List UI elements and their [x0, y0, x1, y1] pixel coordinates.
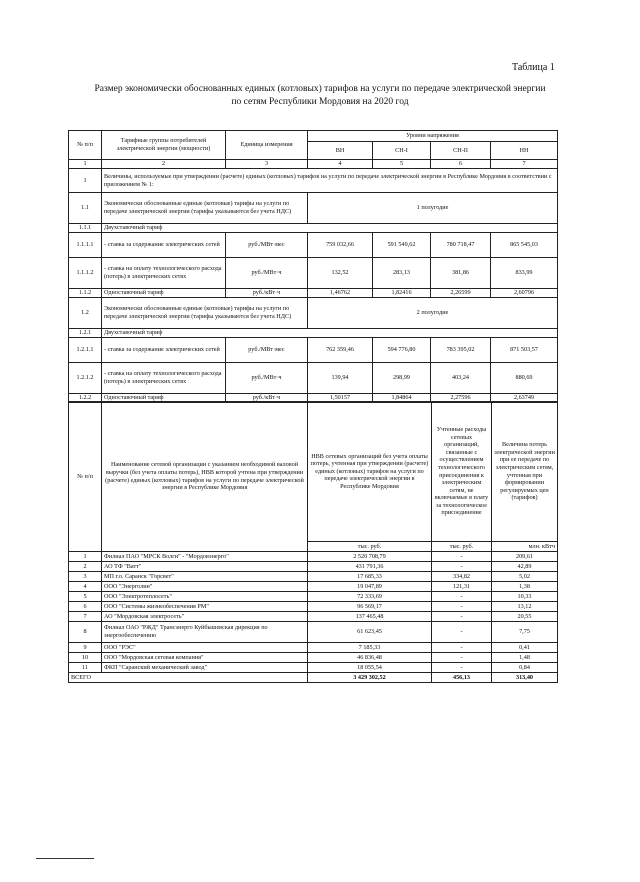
total-row: [69, 673, 558, 683]
org-name: МП г.о. Саранск "Горсвет": [102, 572, 308, 582]
org-num: 3: [69, 572, 102, 582]
header-nvv: НВВ сетевых организаций без учета оплаты потерь, учтенная при утверждении (расчете) единых (котловых) тарифов на услуги по передаче электрической энергии в Республике Мордовия: [308, 402, 432, 542]
row-text: - ставка на оплату технологического расхода (потерь) в электрических сетях: [102, 363, 226, 394]
header-unit: Единица измерения: [226, 131, 308, 160]
table-row: [69, 663, 558, 673]
unit-losses: млн. кВтч: [492, 542, 558, 552]
total-nvv: 3 429 302,52: [308, 673, 432, 683]
org-nvv: 96 569,17: [308, 602, 432, 612]
row-text: Двухставочный тариф: [102, 329, 558, 338]
row-num: 1.2.2: [69, 394, 102, 403]
org-name: ООО "Электротеплосеть": [102, 592, 308, 602]
table-row: [69, 602, 558, 612]
value-nn: 865 545,03: [491, 233, 558, 258]
org-header-row: [69, 402, 558, 542]
value-nn: 880,69: [491, 363, 558, 394]
org-num: 7: [69, 612, 102, 622]
row-num: 1.1.2: [69, 289, 102, 298]
title-line-1: Размер экономически обоснованных единых (котловых) тарифов на услуги по передаче электрической энергии: [94, 84, 546, 94]
row-1-1-2: [69, 289, 558, 298]
total-losses: 313,40: [492, 673, 558, 683]
row-num: 1.2.1.2: [69, 363, 102, 394]
org-tech-expenses: -: [432, 552, 492, 562]
value-sn1: 1,84864: [373, 394, 431, 403]
org-losses: 10,33: [492, 592, 558, 602]
value-nn: 2,63749: [491, 394, 558, 403]
org-losses: 209,61: [492, 552, 558, 562]
value-nn: 833,99: [491, 258, 558, 289]
col-number: 7: [491, 160, 558, 169]
value-sn2: 783 395,02: [431, 338, 491, 363]
value-sn2: 403,24: [431, 363, 491, 394]
value-vn: 139,94: [308, 363, 373, 394]
org-num: 8: [69, 622, 102, 643]
value-vn: 1,50157: [308, 394, 373, 403]
org-nvv: 17 685,33: [308, 572, 432, 582]
org-nvv: 72 333,69: [308, 592, 432, 602]
org-losses: 1,48: [492, 653, 558, 663]
grid-organisations-table: [68, 401, 558, 683]
period-label: 1 полугодие: [308, 193, 558, 224]
header-tech-expenses: Учтенные расходы сетевых организаций, связанные с осуществлением технологического присоединения к электрическим сетям, не включаемые в плату за технологическое присоединение: [432, 402, 492, 542]
org-nvv: 2 520 708,79: [308, 552, 432, 562]
org-tech-expenses: -: [432, 602, 492, 612]
row-text: - ставка на оплату технологического расхода (потерь) в электрических сетях: [102, 258, 226, 289]
level-sn1: СН-I: [373, 142, 431, 160]
total-label: ВСЕГО: [69, 673, 308, 683]
value-vn: 762 359,46: [308, 338, 373, 363]
row-num: 1: [69, 169, 102, 193]
org-name: ФКП "Саранский механический завод": [102, 663, 308, 673]
org-losses: 0,84: [492, 663, 558, 673]
table-row: [69, 552, 558, 562]
header-org-name: Наименование сетевой организации с указанием необходимой валовой выручки (без учета оплаты потерь), НВВ которой учтена при утверждении (расчете) единых (котловых) тарифов на услуги по передаче электрической энергии в Республике Мордовия: [102, 402, 308, 552]
header-num: № п/п: [69, 131, 102, 160]
org-losses: 42,89: [492, 562, 558, 572]
value-nn: 871 503,57: [491, 338, 558, 363]
value-vn: 1,46762: [308, 289, 373, 298]
org-name: ООО "Энерголин": [102, 582, 308, 592]
row-text: - ставка за содержание электрических сетей: [102, 233, 226, 258]
header-num: № п/п: [69, 402, 102, 552]
org-num: 6: [69, 602, 102, 612]
org-num: 1: [69, 552, 102, 562]
org-name: ООО "РЭС": [102, 643, 308, 653]
row-text: Одноставочный тариф: [102, 289, 226, 298]
row-unit: руб./кВт·ч: [226, 394, 308, 403]
org-num: 9: [69, 643, 102, 653]
unit-nvv: тыс. руб.: [308, 542, 432, 552]
value-sn2: 381,86: [431, 258, 491, 289]
table-row: [69, 612, 558, 622]
row-text: Одноставочный тариф: [102, 394, 226, 403]
row-1-1: [69, 193, 558, 224]
header-losses: Величина потерь электрической энергии при ее передаче по электрическим сетям, учтенная при формировании регулируемых цен (тарифов): [492, 402, 558, 542]
org-num: 11: [69, 663, 102, 673]
column-numbers-row: [69, 160, 558, 169]
row-1-2: [69, 298, 558, 329]
value-sn1: 591 549,62: [373, 233, 431, 258]
row-num: 1.1.1.1: [69, 233, 102, 258]
org-losses: 13,12: [492, 602, 558, 612]
table-row: [69, 572, 558, 582]
org-nvv: 46 836,48: [308, 653, 432, 663]
level-nn: НН: [491, 142, 558, 160]
org-tech-expenses: 121,31: [432, 582, 492, 592]
value-vn: 132,52: [308, 258, 373, 289]
value-sn2: 780 718,47: [431, 233, 491, 258]
org-name: ООО "Мордовская сетевая компания": [102, 653, 308, 663]
org-name: АО ТФ "Ватт": [102, 562, 308, 572]
row-num: 1.1: [69, 193, 102, 224]
value-sn2: 2,27596: [431, 394, 491, 403]
org-name: АО "Мордовская электросеть": [102, 612, 308, 622]
table-row: [69, 653, 558, 663]
value-sn1: 1,82416: [373, 289, 431, 298]
org-nvv: 7 185,33: [308, 643, 432, 653]
row-1-2-1-1: [69, 338, 558, 363]
col-number: 6: [431, 160, 491, 169]
org-tech-expenses: -: [432, 622, 492, 643]
org-losses: 0,41: [492, 643, 558, 653]
row-1-1-1-2: [69, 258, 558, 289]
col-number: 3: [226, 160, 308, 169]
row-unit: руб./кВт·ч: [226, 289, 308, 298]
level-vn: ВН: [308, 142, 373, 160]
table-row: [69, 643, 558, 653]
table-row: [69, 562, 558, 572]
row-num: 1.1.1: [69, 224, 102, 233]
table-row: [69, 592, 558, 602]
org-nvv: 19 047,89: [308, 582, 432, 592]
org-tech-expenses: -: [432, 592, 492, 602]
value-sn2: 2,26599: [431, 289, 491, 298]
row-1-1-1-1: [69, 233, 558, 258]
value-vn: 759 032,66: [308, 233, 373, 258]
org-losses: 5,02: [492, 572, 558, 582]
title-line-2: по сетям Республики Мордовия на 2020 год: [231, 97, 409, 107]
org-num: 2: [69, 562, 102, 572]
table-number: Таблица 1: [512, 62, 555, 73]
row-unit: руб./МВт·ч: [226, 258, 308, 289]
period-label: 2 полугодие: [308, 298, 558, 329]
row-unit: руб./МВт·ч: [226, 363, 308, 394]
footnote-divider: [36, 858, 94, 859]
row-text: Экономически обоснованные единые (котловые) тарифы на услуги по передаче электрической энергии (тарифы указываются без учета НДС): [102, 193, 308, 224]
unit-tech-expenses: тыс. руб.: [432, 542, 492, 552]
row-1: [69, 169, 558, 193]
org-tech-expenses: -: [432, 562, 492, 572]
org-num: 5: [69, 592, 102, 602]
org-losses: 20,55: [492, 612, 558, 622]
row-unit: руб./МВт·мес: [226, 338, 308, 363]
row-text: Экономически обоснованные единые (котловые) тарифы на услуги по передаче электрической энергии (тарифы указываются без учета НДС): [102, 298, 308, 329]
total-tech-expenses: 456,13: [432, 673, 492, 683]
col-number: 1: [69, 160, 102, 169]
value-sn1: 298,99: [373, 363, 431, 394]
org-tech-expenses: 334,82: [432, 572, 492, 582]
value-nn: 2,60796: [491, 289, 558, 298]
row-unit: руб./МВт·мес: [226, 233, 308, 258]
org-tech-expenses: -: [432, 653, 492, 663]
org-num: 4: [69, 582, 102, 592]
tariff-table: [68, 130, 558, 403]
value-sn1: 594 776,80: [373, 338, 431, 363]
org-tech-expenses: -: [432, 643, 492, 653]
row-text: Величины, используемые при утверждении (расчете) единых (котловых) тарифов на услуги по передаче электрической энергии в Республике Мордовия в соответствии с приложением № 1:: [102, 169, 558, 193]
value-sn1: 283,13: [373, 258, 431, 289]
header-groups: Тарифные группы потребителей электрической энергии (мощности): [102, 131, 226, 160]
org-losses: 1,38: [492, 582, 558, 592]
org-nvv: 61 623,45: [308, 622, 432, 643]
table-row: [69, 582, 558, 592]
level-sn2: СН-II: [431, 142, 491, 160]
org-name: Филиал ОАО "РЖД" Трансэнерго Куйбышевская дирекция по энергообеспечению: [102, 622, 308, 643]
row-1-2-1-2: [69, 363, 558, 394]
row-num: 1.2.1.1: [69, 338, 102, 363]
org-name: ООО "Системы жизнеобеспечения РМ": [102, 602, 308, 612]
org-nvv: 431 791,36: [308, 562, 432, 572]
org-name: Филиал ПАО "МРСК Волги" - "Мордовэнерго": [102, 552, 308, 562]
document-title: [60, 83, 580, 109]
org-losses: 7,75: [492, 622, 558, 643]
row-num: 1.2: [69, 298, 102, 329]
header-levels: Уровни напряжения: [308, 131, 558, 142]
row-num: 1.1.1.2: [69, 258, 102, 289]
row-num: 1.2.1: [69, 329, 102, 338]
col-number: 2: [102, 160, 226, 169]
org-nvv: 137 465,48: [308, 612, 432, 622]
col-number: 4: [308, 160, 373, 169]
row-1-1-1: [69, 224, 558, 233]
org-nvv: 18 055,54: [308, 663, 432, 673]
col-number: 5: [373, 160, 431, 169]
table-row: [69, 622, 558, 643]
row-1-2-1: [69, 329, 558, 338]
row-text: Двухставочный тариф: [102, 224, 558, 233]
org-tech-expenses: -: [432, 612, 492, 622]
tariff-header-row: [69, 131, 558, 142]
row-text: - ставка за содержание электрических сетей: [102, 338, 226, 363]
org-num: 10: [69, 653, 102, 663]
org-tech-expenses: -: [432, 663, 492, 673]
